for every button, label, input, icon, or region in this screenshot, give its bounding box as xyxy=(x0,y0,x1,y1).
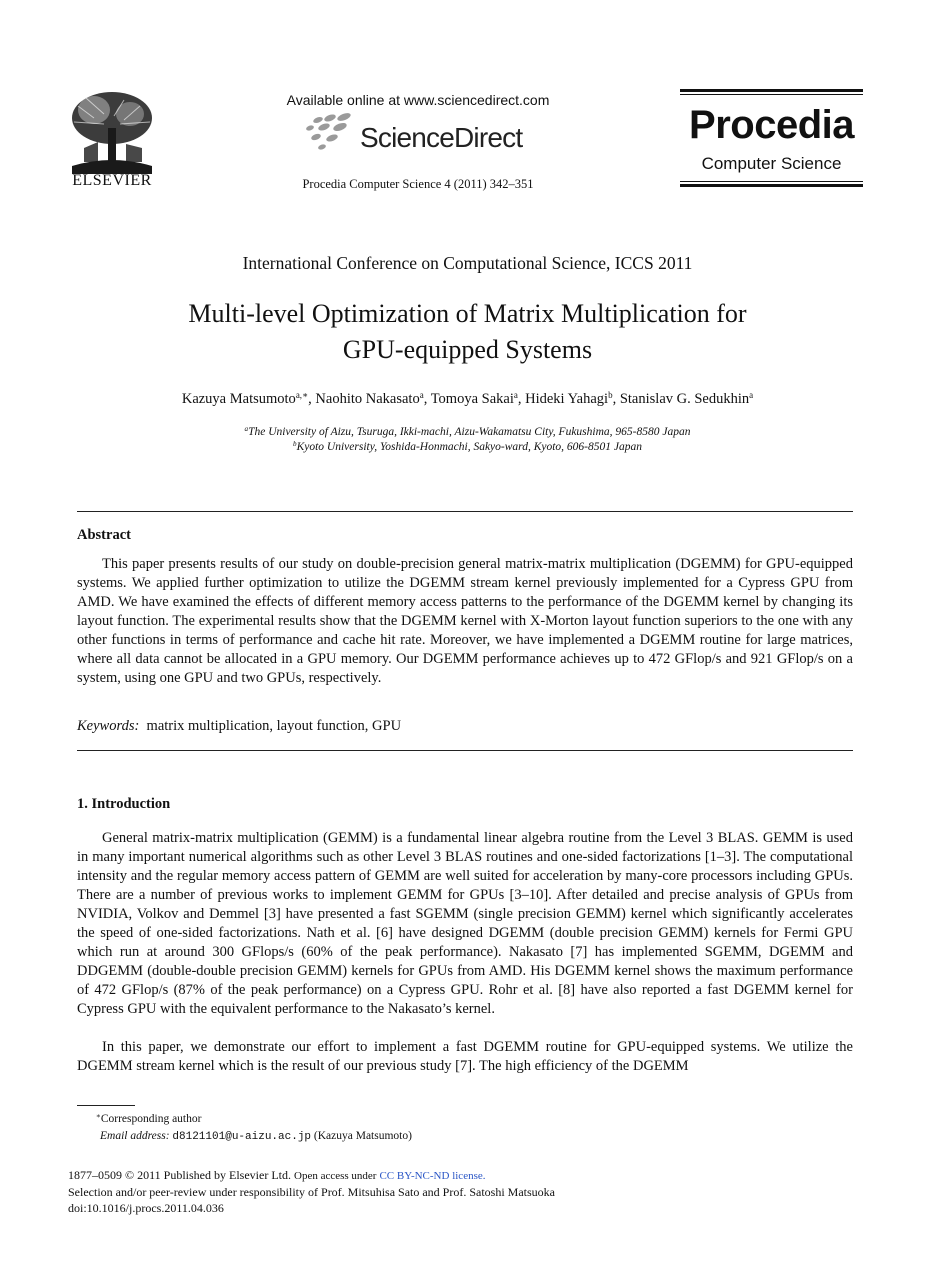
footnote-mark: ∗ xyxy=(96,1112,101,1121)
email-address[interactable]: d8121101@u-aizu.ac.jp xyxy=(172,1131,312,1143)
author-name: Tomoya Sakai xyxy=(430,391,514,407)
affiliation-text: Kyoto University, Yoshida-Honmachi, Sakyo-ward, Kyoto, 606-8501 Japan xyxy=(296,441,642,453)
procedia-subtitle: Computer Science xyxy=(701,154,842,173)
paper-title xyxy=(80,296,855,368)
introduction-paragraph-1: General matrix-matrix multiplication (GEMM) is a fundamental linear algebra routine from the Level 3 BLAS. GEMM is used in many important numerical algorithms such as other Level 3 BLAS routines and one-sided factorizations [1–3]. The computational intensity and the regular memory access pattern of GEMM are well suited for acceleration by many-core processors including GPUs. There are a number of previous works to implement GEMM for GPUs [3–10]. After detailed and precise analysis of GPUs from NVIDIA, Volkov and Demmel [3] have presented a fast SGEMM (single precision GEMM) kernel which significantly accelerates the speed of one-sided factorizations. Nath et al. [6] have designed DGEMM (double precision GEMM) kernels for Fermi GPU which run at around 300 GFlops/s (60% of the peak performance). Nakasato [7] has implemented SGEMM, DGEMM and DDGEMM (double-double precision GEMM) kernels for GPUs from AMD. His DGEMM kernel shows the maximum performance of 472 GFlop/s (87% of the peak performance) on a Cypress GPU. Rohr et al. [8] have also reported a fast DGEMM kernel for Cypress GPU with the equivalent performance to the Nakasato’s kernel. xyxy=(77,830,853,1017)
journal-reference: Procedia Computer Science 4 (2011) 342–351 xyxy=(302,177,534,191)
author-name: Stanislav G. Sedukhin xyxy=(619,391,750,407)
author-affiliation-mark: a xyxy=(749,390,754,401)
conference-name: International Conference on Computational Science, ICCS 2011 xyxy=(242,253,693,273)
email-line xyxy=(100,1128,412,1146)
affiliation-mark: b xyxy=(293,440,297,449)
introduction-heading: 1. Introduction xyxy=(77,796,171,812)
procedia-logo xyxy=(680,89,863,191)
abstract-top-rule xyxy=(77,511,853,512)
corresponding-author-note xyxy=(96,1111,412,1128)
procedia-bottom-thin-rule xyxy=(680,181,863,182)
abstract-heading: Abstract xyxy=(77,527,131,543)
elsevier-wordmark: ELSEVIER xyxy=(72,172,152,189)
keywords-label: Keywords: xyxy=(77,718,140,734)
elsevier-tree-icon xyxy=(64,88,160,176)
procedia-top-thin-rule xyxy=(680,94,863,95)
author-name: Kazuya Matsumoto xyxy=(181,391,296,407)
author-separator: , xyxy=(612,391,620,407)
keywords xyxy=(77,718,853,735)
copyright-text: 1877–0509 © 2011 Published by Elsevier Ltd. xyxy=(68,1168,291,1182)
affiliation-a xyxy=(60,426,875,438)
affiliation-text: The University of Aizu, Tsuruga, Ikki-machi, Aizu-Wakamatsu City, Fukushima, 965-8580 Japan xyxy=(248,426,691,438)
introduction-paragraph-2: In this paper, we demonstrate our effort to implement a fast DGEMM routine for GPU-equipped systems. We utilize the DGEMM stream kernel which is the result of our previous study [7]. The high efficiency of the DGEMM xyxy=(77,1039,853,1074)
abstract-bottom-rule xyxy=(77,750,853,751)
author-separator: , xyxy=(517,391,526,407)
author-affiliation-mark: a xyxy=(419,390,424,401)
author-affiliation-mark: b xyxy=(608,390,613,401)
footnote-rule xyxy=(77,1105,135,1106)
author-separator: , xyxy=(423,391,431,407)
sciencedirect-wordmark: ScienceDirect xyxy=(360,122,523,153)
footnote xyxy=(96,1111,412,1146)
sciencedirect-logo xyxy=(300,112,550,156)
abstract-text: This paper presents results of our study on double-precision general matrix-matrix multiplication (DGEMM) for GPU-equipped systems. We applied further optimization to utilize the DGEMM stream kernel previously implemented for a Cypress GPU from AMD. We have examined the effects of different memory access patterns to the performance of the DGEMM kernel by changing its layout function. The experimental results show that the DGEMM kernel with X-Morton layout function superiors to the one with any other functions in terms of performance and cache hit rate. Moreover, we have implemented a DGEMM routine for large matrices, where all data cannot be allocated in a GPU memory. Our DGEMM performance achieves up to 472 GFlop/s and 921 GFlop/s on a system, using one GPU and two GPUs, respectively. xyxy=(77,556,853,686)
paper-title-line-1: Multi-level Optimization of Matrix Multiplication for xyxy=(188,299,747,328)
license-link[interactable]: CC BY-NC-ND license. xyxy=(379,1170,486,1182)
email-label: Email address: xyxy=(100,1130,170,1142)
procedia-bottom-rule xyxy=(680,184,863,187)
doi-line[interactable]: doi:10.1016/j.procs.2011.04.036 xyxy=(68,1201,224,1215)
affiliation-b xyxy=(60,441,875,453)
keywords-text: matrix multiplication, layout function, GPU xyxy=(146,718,402,734)
author-affiliation-mark: a xyxy=(513,390,518,401)
author-name: Hideki Yahagi xyxy=(525,391,609,407)
author-list xyxy=(60,391,875,408)
available-online-text: Available online at www.sciencedirect.com xyxy=(286,92,550,108)
affiliation-mark: a xyxy=(244,425,249,434)
sciencedirect-dots-icon xyxy=(300,112,364,154)
author-name: Naohito Nakasato xyxy=(315,391,420,407)
author-affiliation-mark: a,∗ xyxy=(295,390,309,401)
elsevier-logo xyxy=(64,88,160,192)
copyright-block xyxy=(68,1167,555,1216)
procedia-wordmark: Procedia xyxy=(689,103,854,147)
paper-title-line-2: GPU-equipped Systems xyxy=(342,335,593,364)
peer-review-line: Selection and/or peer-review under responsibility of Prof. Mitsuhisa Sato and Prof. Satoshi Matsuoka xyxy=(68,1185,556,1199)
email-owner: (Kazuya Matsumoto) xyxy=(313,1130,412,1142)
procedia-top-rule xyxy=(680,89,863,92)
corresponding-author-text: Corresponding author xyxy=(100,1113,202,1125)
copyright-line xyxy=(68,1167,555,1184)
author-separator: , xyxy=(308,391,316,407)
open-access-text: Open access under xyxy=(294,1170,377,1182)
